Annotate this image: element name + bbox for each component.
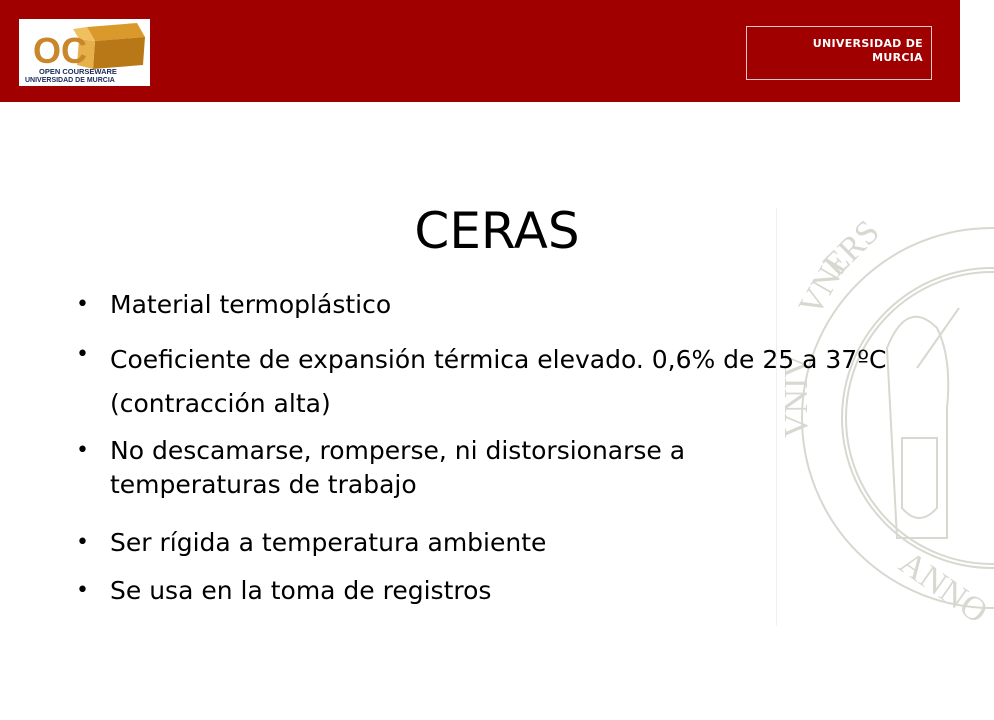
- bullet-text: Coeficiente de expansión térmica elevado. 0,6% de 25 a 37ºC (contracción alta): [110, 345, 887, 418]
- bullet-dot: •: [76, 530, 89, 555]
- svg-text:ERS: ERS: [816, 213, 887, 284]
- um-logo-line1: UNIVERSIDAD DE: [812, 37, 923, 50]
- bullet-text: Se usa en la toma de registros: [110, 576, 492, 605]
- bullet-dot: •: [76, 578, 89, 603]
- svg-text:VNI: VNI: [791, 251, 855, 322]
- bullet-text: Material termoplástico: [110, 290, 392, 319]
- bullet-item: [72, 434, 830, 502]
- bullet-dot: •: [76, 438, 89, 463]
- um-logo-line2: MURCIA: [872, 51, 923, 64]
- slide-header: [0, 0, 960, 102]
- bullet-text: Ser rígida a temperatura ambiente: [110, 528, 547, 557]
- bullet-item: [72, 338, 900, 426]
- bullet-text: No descamarse, romperse, ni distorsionarse a temperaturas de trabajo: [110, 436, 686, 499]
- slide-title: CERAS: [414, 202, 580, 260]
- ocw-line1: OPEN COURSEWARE: [39, 67, 117, 76]
- ocw-logo-graphic: [19, 19, 150, 86]
- svg-text:VNIV: VNIV: [778, 353, 815, 438]
- ocw-mark-text: OC: [33, 30, 87, 71]
- bullet-dot: •: [76, 342, 89, 367]
- svg-text:ANNO: ANNO: [892, 544, 994, 631]
- bullet-item: [72, 526, 546, 560]
- open-courseware-logo: [19, 19, 150, 86]
- universidad-murcia-logo: [746, 26, 932, 80]
- bullet-dot: •: [76, 292, 89, 317]
- ocw-line2: UNIVERSIDAD DE MURCIA: [25, 77, 115, 84]
- bullet-item: [72, 288, 391, 322]
- bullet-item: [72, 574, 491, 608]
